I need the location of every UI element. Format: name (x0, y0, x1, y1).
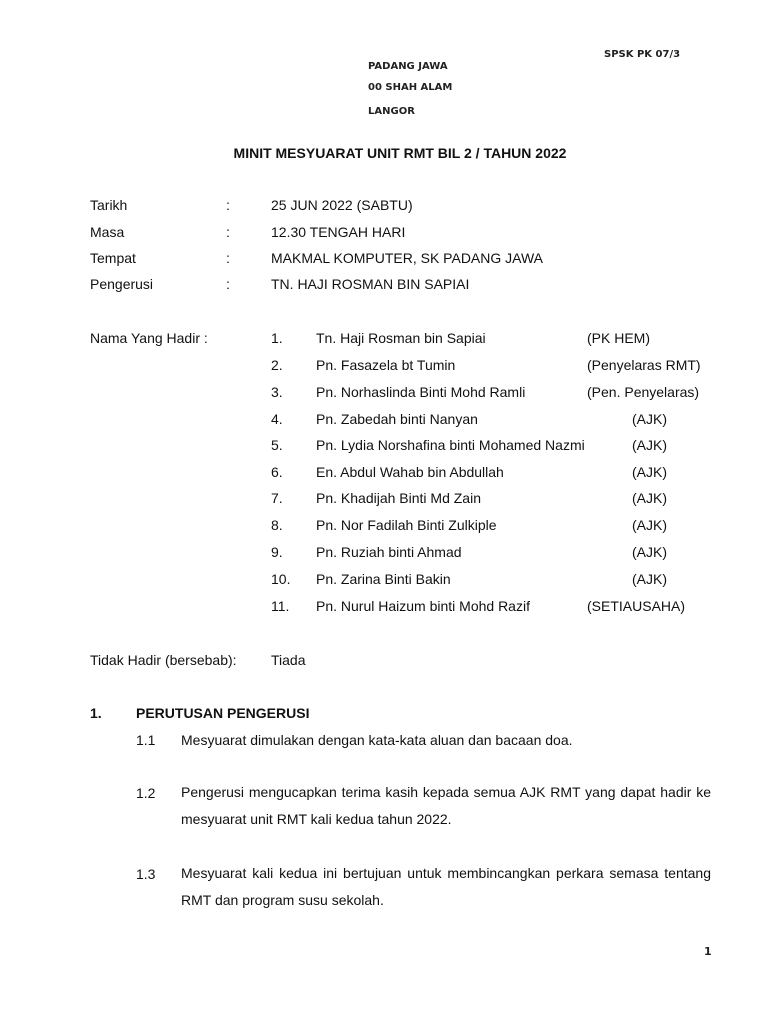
detail-label-time: Masa (90, 224, 125, 240)
member-num: 11. (271, 598, 290, 614)
member-role: (AJK) (632, 517, 667, 533)
detail-sep-time: : (226, 224, 230, 240)
member-role: (SETIAUSAHA) (587, 598, 686, 614)
member-num: 7. (271, 490, 283, 506)
detail-sep-chair: : (226, 276, 230, 292)
address-line-2: 00 SHAH ALAM (368, 82, 453, 93)
item-text: Mesyuarat dimulakan dengan kata-kata aluan dan bacaan doa. (181, 732, 573, 748)
member-role: (AJK) (632, 490, 667, 506)
detail-value-date: 25 JUN 2022 (SABTU) (271, 197, 413, 213)
address-line-3: LANGOR (368, 106, 415, 117)
page-number: 1 (704, 945, 712, 958)
member-num: 4. (271, 411, 283, 427)
member-role: (AJK) (632, 571, 667, 587)
absent-value: Tiada (271, 652, 306, 668)
item-number: 1.1 (136, 732, 156, 748)
member-role: (Pen. Penyelaras) (587, 384, 700, 400)
member-role: (AJK) (632, 437, 667, 453)
address-line-1: PADANG JAWA (368, 61, 448, 72)
member-num: 8. (271, 517, 283, 533)
attendance-label: Nama Yang Hadir : (90, 330, 208, 346)
detail-label-chair: Pengerusi (90, 276, 154, 292)
member-name: Pn. Ruziah binti Ahmad (316, 544, 462, 560)
member-name: Tn. Haji Rosman bin Sapiai (316, 330, 486, 346)
page-title: MINIT MESYUARAT UNIT RMT BIL 2 / TAHUN 2022 (233, 145, 567, 161)
document-code: SPSK PK 07/3 (604, 49, 681, 60)
detail-sep-place: : (226, 250, 230, 266)
item-number: 1.3 (136, 866, 156, 882)
member-role: (AJK) (632, 464, 667, 480)
member-name: Pn. Nor Fadilah Binti Zulkiple (316, 517, 497, 533)
item-text: Mesyuarat kali kedua ini bertujuan untuk membincangkan perkara semasa tentang RMT dan program susu sekolah. (181, 865, 711, 908)
member-num: 2. (271, 357, 283, 373)
detail-sep-date: : (226, 197, 230, 213)
item-text: Pengerusi mengucapkan terima kasih kepada semua AJK RMT yang dapat hadir ke mesyuarat unit RMT kali kedua tahun 2022. (181, 784, 711, 827)
item-number: 1.2 (136, 785, 156, 801)
detail-value-chair: TN. HAJI ROSMAN BIN SAPIAI (271, 276, 470, 292)
member-name: Pn. Khadijah Binti Md Zain (316, 490, 481, 506)
section-heading: PERUTUSAN PENGERUSI (136, 705, 310, 721)
member-role: (AJK) (632, 411, 667, 427)
member-role: (AJK) (632, 544, 667, 560)
member-name: Pn. Zabedah binti Nanyan (316, 411, 478, 427)
member-num: 10. (271, 571, 291, 587)
member-name: Pn. Zarina Binti Bakin (316, 571, 451, 587)
detail-label-place: Tempat (90, 250, 136, 266)
detail-label-date: Tarikh (90, 197, 128, 213)
member-name: En. Abdul Wahab bin Abdullah (316, 464, 504, 480)
member-num: 9. (271, 544, 283, 560)
detail-value-place: MAKMAL KOMPUTER, SK PADANG JAWA (271, 250, 544, 266)
member-role: (PK HEM) (587, 330, 650, 346)
member-num: 5. (271, 437, 283, 453)
member-num: 1. (271, 330, 283, 346)
section-number: 1. (90, 705, 102, 721)
member-num: 6. (271, 464, 283, 480)
member-role: (Penyelaras RMT) (587, 357, 701, 373)
member-name: Pn. Fasazela bt Tumin (316, 357, 456, 373)
member-name: Pn. Nurul Haizum binti Mohd Razif (316, 598, 530, 614)
member-name: Pn. Norhaslinda Binti Mohd Ramli (316, 384, 526, 400)
member-num: 3. (271, 384, 283, 400)
member-name: Pn. Lydia Norshafina binti Mohamed Nazmi (316, 437, 585, 453)
absent-label: Tidak Hadir (bersebab): (90, 652, 237, 668)
detail-value-time: 12.30 TENGAH HARI (271, 224, 406, 240)
